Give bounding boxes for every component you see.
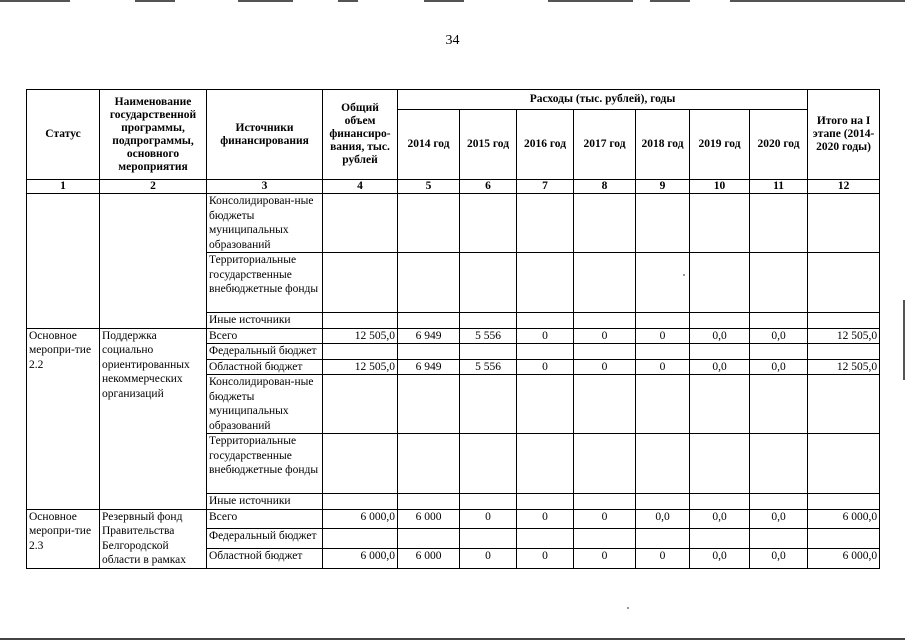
amount-cell: 12 505,0: [808, 328, 880, 344]
amount-cell: [690, 375, 750, 434]
amount-cell: [690, 434, 750, 494]
amount-cell: 0: [636, 548, 690, 568]
amount-cell: 12 505,0: [323, 328, 398, 344]
amount-cell: [517, 344, 574, 360]
amount-cell: [750, 375, 808, 434]
amount-cell: [517, 494, 574, 510]
amount-cell: [750, 344, 808, 360]
amount-cell: 6 000,0: [323, 548, 398, 568]
amount-cell: [460, 194, 517, 253]
amount-cell: [323, 313, 398, 329]
source-cell: Консолидирован-ные бюджеты муниципальных образований: [207, 194, 323, 253]
amount-cell: [574, 529, 636, 549]
amount-cell: 0,0: [750, 328, 808, 344]
amount-cell: [323, 375, 398, 434]
status-cell: Основное меропри-тие 2.2: [27, 328, 100, 509]
amount-cell: [636, 313, 690, 329]
amount-cell: [574, 494, 636, 510]
amount-cell: [690, 344, 750, 360]
amount-cell: [574, 253, 636, 313]
amount-cell: [808, 529, 880, 549]
amount-cell: [323, 529, 398, 549]
amount-cell: [750, 529, 808, 549]
amount-cell: [398, 194, 460, 253]
header-year: 2014 год: [398, 110, 460, 180]
header-year: 2015 год: [460, 110, 517, 180]
header-total: Общий объем финансиро-вания, тыс. рублей: [323, 90, 398, 180]
amount-cell: [750, 494, 808, 510]
amount-cell: [574, 375, 636, 434]
amount-cell: [636, 253, 690, 313]
column-number: 6: [460, 180, 517, 194]
amount-cell: [517, 194, 574, 253]
column-number: 9: [636, 180, 690, 194]
amount-cell: [517, 375, 574, 434]
amount-cell: [808, 344, 880, 360]
table-row: [27, 328, 880, 344]
column-number: 11: [750, 180, 808, 194]
amount-cell: [517, 313, 574, 329]
amount-cell: [808, 494, 880, 510]
amount-cell: [323, 494, 398, 510]
amount-cell: [636, 344, 690, 360]
amount-cell: 0: [460, 509, 517, 529]
amount-cell: [574, 313, 636, 329]
amount-cell: [636, 375, 690, 434]
amount-cell: 0: [636, 328, 690, 344]
source-cell: Иные источники: [207, 313, 323, 329]
amount-cell: [750, 253, 808, 313]
amount-cell: [574, 434, 636, 494]
amount-cell: [460, 434, 517, 494]
amount-cell: 0,0: [750, 509, 808, 529]
source-cell: Всего: [207, 509, 323, 529]
source-cell: Областной бюджет: [207, 359, 323, 375]
amount-cell: 0: [517, 328, 574, 344]
source-cell: Всего: [207, 328, 323, 344]
header-status: Статус: [27, 90, 100, 180]
amount-cell: 0: [574, 328, 636, 344]
amount-cell: 0: [574, 509, 636, 529]
amount-cell: [690, 313, 750, 329]
amount-cell: [808, 194, 880, 253]
amount-cell: [398, 313, 460, 329]
amount-cell: [636, 494, 690, 510]
amount-cell: 0: [574, 359, 636, 375]
amount-cell: [517, 529, 574, 549]
header-year: 2019 год: [690, 110, 750, 180]
amount-cell: [323, 434, 398, 494]
column-number: 2: [100, 180, 207, 194]
amount-cell: [398, 529, 460, 549]
amount-cell: 0,0: [690, 328, 750, 344]
header-expenses: Расходы (тыс. рублей), годы: [398, 90, 808, 110]
amount-cell: 6 000: [398, 509, 460, 529]
amount-cell: 12 505,0: [808, 359, 880, 375]
amount-cell: 6 000,0: [808, 509, 880, 529]
amount-cell: [808, 375, 880, 434]
name-cell: Резервный фонд Правительства Белгородской области в рамках: [100, 509, 207, 568]
source-cell: Федеральный бюджет: [207, 529, 323, 549]
header-year: 2016 год: [517, 110, 574, 180]
amount-cell: [750, 434, 808, 494]
top-edge-rule: [0, 0, 905, 2]
amount-cell: 0,0: [690, 359, 750, 375]
header-year: 2018 год: [636, 110, 690, 180]
amount-cell: [460, 344, 517, 360]
amount-cell: [690, 194, 750, 253]
amount-cell: [460, 253, 517, 313]
amount-cell: [636, 434, 690, 494]
amount-cell: [460, 313, 517, 329]
amount-cell: 0: [460, 548, 517, 568]
amount-cell: [517, 434, 574, 494]
column-number: 1: [27, 180, 100, 194]
header-year: 2020 год: [750, 110, 808, 180]
amount-cell: [398, 253, 460, 313]
amount-cell: [690, 253, 750, 313]
source-cell: Иные источники: [207, 494, 323, 510]
amount-cell: [690, 494, 750, 510]
amount-cell: 12 505,0: [323, 359, 398, 375]
amount-cell: [808, 253, 880, 313]
amount-cell: 0,0: [750, 359, 808, 375]
column-number: 4: [323, 180, 398, 194]
source-cell: Территориальные государственные внебюджетные фонды: [207, 253, 323, 313]
amount-cell: [808, 313, 880, 329]
scan-speck: [627, 607, 629, 609]
status-cell: [27, 194, 100, 329]
amount-cell: 0,0: [750, 548, 808, 568]
source-cell: Федеральный бюджет: [207, 344, 323, 360]
header-stage-total: Итого на I этапе (2014-2020 годы): [808, 90, 880, 180]
amount-cell: 0,0: [690, 509, 750, 529]
table-row: [27, 194, 880, 253]
amount-cell: [460, 529, 517, 549]
amount-cell: 0,0: [636, 509, 690, 529]
amount-cell: [636, 529, 690, 549]
amount-cell: [460, 375, 517, 434]
budget-table: [26, 89, 880, 569]
amount-cell: [574, 344, 636, 360]
amount-cell: [323, 194, 398, 253]
header-year: 2017 год: [574, 110, 636, 180]
source-cell: Территориальные государственные внебюджетные фонды: [207, 434, 323, 494]
amount-cell: [398, 434, 460, 494]
column-number: 5: [398, 180, 460, 194]
status-cell: Основное меропри-тие 2.3: [27, 509, 100, 568]
amount-cell: [398, 344, 460, 360]
amount-cell: [398, 375, 460, 434]
column-number: 12: [808, 180, 880, 194]
amount-cell: [636, 194, 690, 253]
amount-cell: 6 949: [398, 359, 460, 375]
source-cell: Консолидирован-ные бюджеты муниципальных образований: [207, 375, 323, 434]
amount-cell: 6 000,0: [808, 548, 880, 568]
amount-cell: [517, 253, 574, 313]
amount-cell: [323, 253, 398, 313]
amount-cell: [750, 194, 808, 253]
amount-cell: [750, 313, 808, 329]
amount-cell: [574, 194, 636, 253]
amount-cell: 0,0: [690, 548, 750, 568]
amount-cell: 5 556: [460, 328, 517, 344]
amount-cell: [323, 344, 398, 360]
column-number: 7: [517, 180, 574, 194]
amount-cell: 6 949: [398, 328, 460, 344]
page-number: 34: [445, 33, 460, 48]
amount-cell: [460, 494, 517, 510]
amount-cell: 0: [517, 509, 574, 529]
source-cell: Областной бюджет: [207, 548, 323, 568]
amount-cell: 0: [636, 359, 690, 375]
table-row: [27, 509, 880, 529]
name-cell: [100, 194, 207, 329]
name-cell: Поддержка социально ориентированных некоммерческих организаций: [100, 328, 207, 509]
amount-cell: [808, 434, 880, 494]
header-source: Источники финансирования: [207, 90, 323, 180]
amount-cell: 6 000: [398, 548, 460, 568]
amount-cell: [398, 494, 460, 510]
header-name: Наименование государственной программы, подпрограммы, основного мероприятия: [100, 90, 207, 180]
column-number: 10: [690, 180, 750, 194]
amount-cell: 6 000,0: [323, 509, 398, 529]
amount-cell: 0: [574, 548, 636, 568]
column-number: 8: [574, 180, 636, 194]
amount-cell: [690, 529, 750, 549]
column-number: 3: [207, 180, 323, 194]
amount-cell: 5 556: [460, 359, 517, 375]
amount-cell: 0: [517, 359, 574, 375]
amount-cell: 0: [517, 548, 574, 568]
